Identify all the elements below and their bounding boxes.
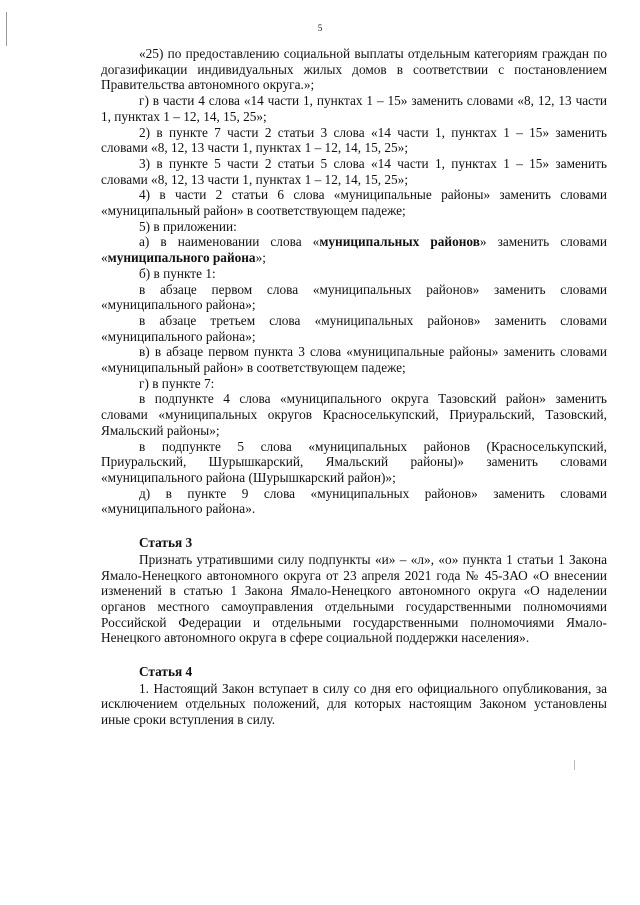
- article-3-text: Признать утратившими силу подпункты «и» – «л», «о» пункта 1 статьи 1 Закона Ямало-Ненецкого автономного округа от 23 апреля 2021 года № 45-ЗАО «О внесении изменений в статью 1 Закона Ямало-Ненецкого автономного округа «О наделении органов местного самоуправления отдельными государственными полномочиями Российской Федерации и отдельными государственными полномочиями Ямало-Ненецкого автономного округа в сфере социальной поддержки населения».: [101, 551, 607, 646]
- paragraph: в абзаце третьем слова «муниципальных районов» заменить словами «муниципального района»;: [101, 312, 607, 344]
- paragraph: г) в части 4 слова «14 части 1, пунктах 1 – 15» заменить словами «8, 12, 13 части 1, пунктах 1 – 12, 14, 15, 25»;: [101, 93, 607, 124]
- paragraph: б) в пункте 1:: [139, 265, 216, 281]
- paragraph: 2) в пункте 7 части 2 статьи 3 слова «14 части 1, пунктах 1 – 15» заменить словами «8, 12, 13 части 1, пунктах 1 – 12, 14, 15, 25»;: [101, 124, 607, 156]
- bold-fragment: муниципальных районов: [319, 234, 480, 250]
- document-body: [101, 46, 607, 728]
- article-4-heading: Статья 4: [139, 664, 193, 680]
- scan-artifact: [6, 12, 7, 46]
- paragraph: 5) в приложении:: [139, 218, 237, 234]
- scan-artifact: [574, 760, 575, 770]
- bold-fragment: муниципального района: [107, 250, 256, 266]
- paragraph: в подпункте 4 слова «муниципального округа Тазовский район» заменить словами «муниципальных округов Красноселькупский, Приуральский, Тазовский, Ямальский районы»;: [101, 391, 607, 438]
- paragraph: 4) в части 2 статьи 6 слова «муниципальные районы» заменить словами «муниципальный район» в соответствующем падеже;: [101, 187, 607, 219]
- text-fragment: »;: [255, 250, 266, 266]
- text-fragment: » заменить словами «: [101, 234, 607, 266]
- text-fragment: а) в наименовании слова «: [139, 234, 320, 250]
- paragraph: в) в абзаце первом пункта 3 слова «муниципальные районы» заменить словами «муниципальный район» в соответствующем падеже;: [101, 344, 607, 376]
- paragraph: г) в пункте 7:: [139, 375, 215, 391]
- page-number: 5: [317, 23, 323, 33]
- paragraph-name-change: [101, 234, 607, 265]
- paragraph: 3) в пункте 5 части 2 статьи 5 слова «14 части 1, пунктах 1 – 15» заменить словами «8, 12, 13 части 1, пунктах 1 – 12, 14, 15, 25»;: [101, 155, 607, 187]
- paragraph: «25) по предоставлению социальной выплаты отдельным категориям граждан по догазификации индивидуальных жилых домов в соответствии с постановлением Правительства автономного округа.»;: [101, 46, 607, 93]
- article-4-text: 1. Настоящий Закон вступает в силу со дня его официального опубликования, за исключением отдельных положений, для которых настоящим Законом установлены иные сроки вступления в силу.: [101, 680, 607, 728]
- paragraph: д) в пункте 9 слова «муниципальных районов» заменить словами «муниципального района».: [101, 485, 607, 517]
- article-3-heading: Статья 3: [139, 535, 193, 551]
- paragraph: в подпункте 5 слова «муниципальных районов (Красноселькупский, Приуральский, Шурышкарский, Ямальский районы)» заменить словами «муниципального района (Шурышкарский район)»;: [101, 438, 607, 485]
- paragraph: в абзаце первом слова «муниципальных районов» заменить словами «муниципального района»;: [101, 281, 607, 313]
